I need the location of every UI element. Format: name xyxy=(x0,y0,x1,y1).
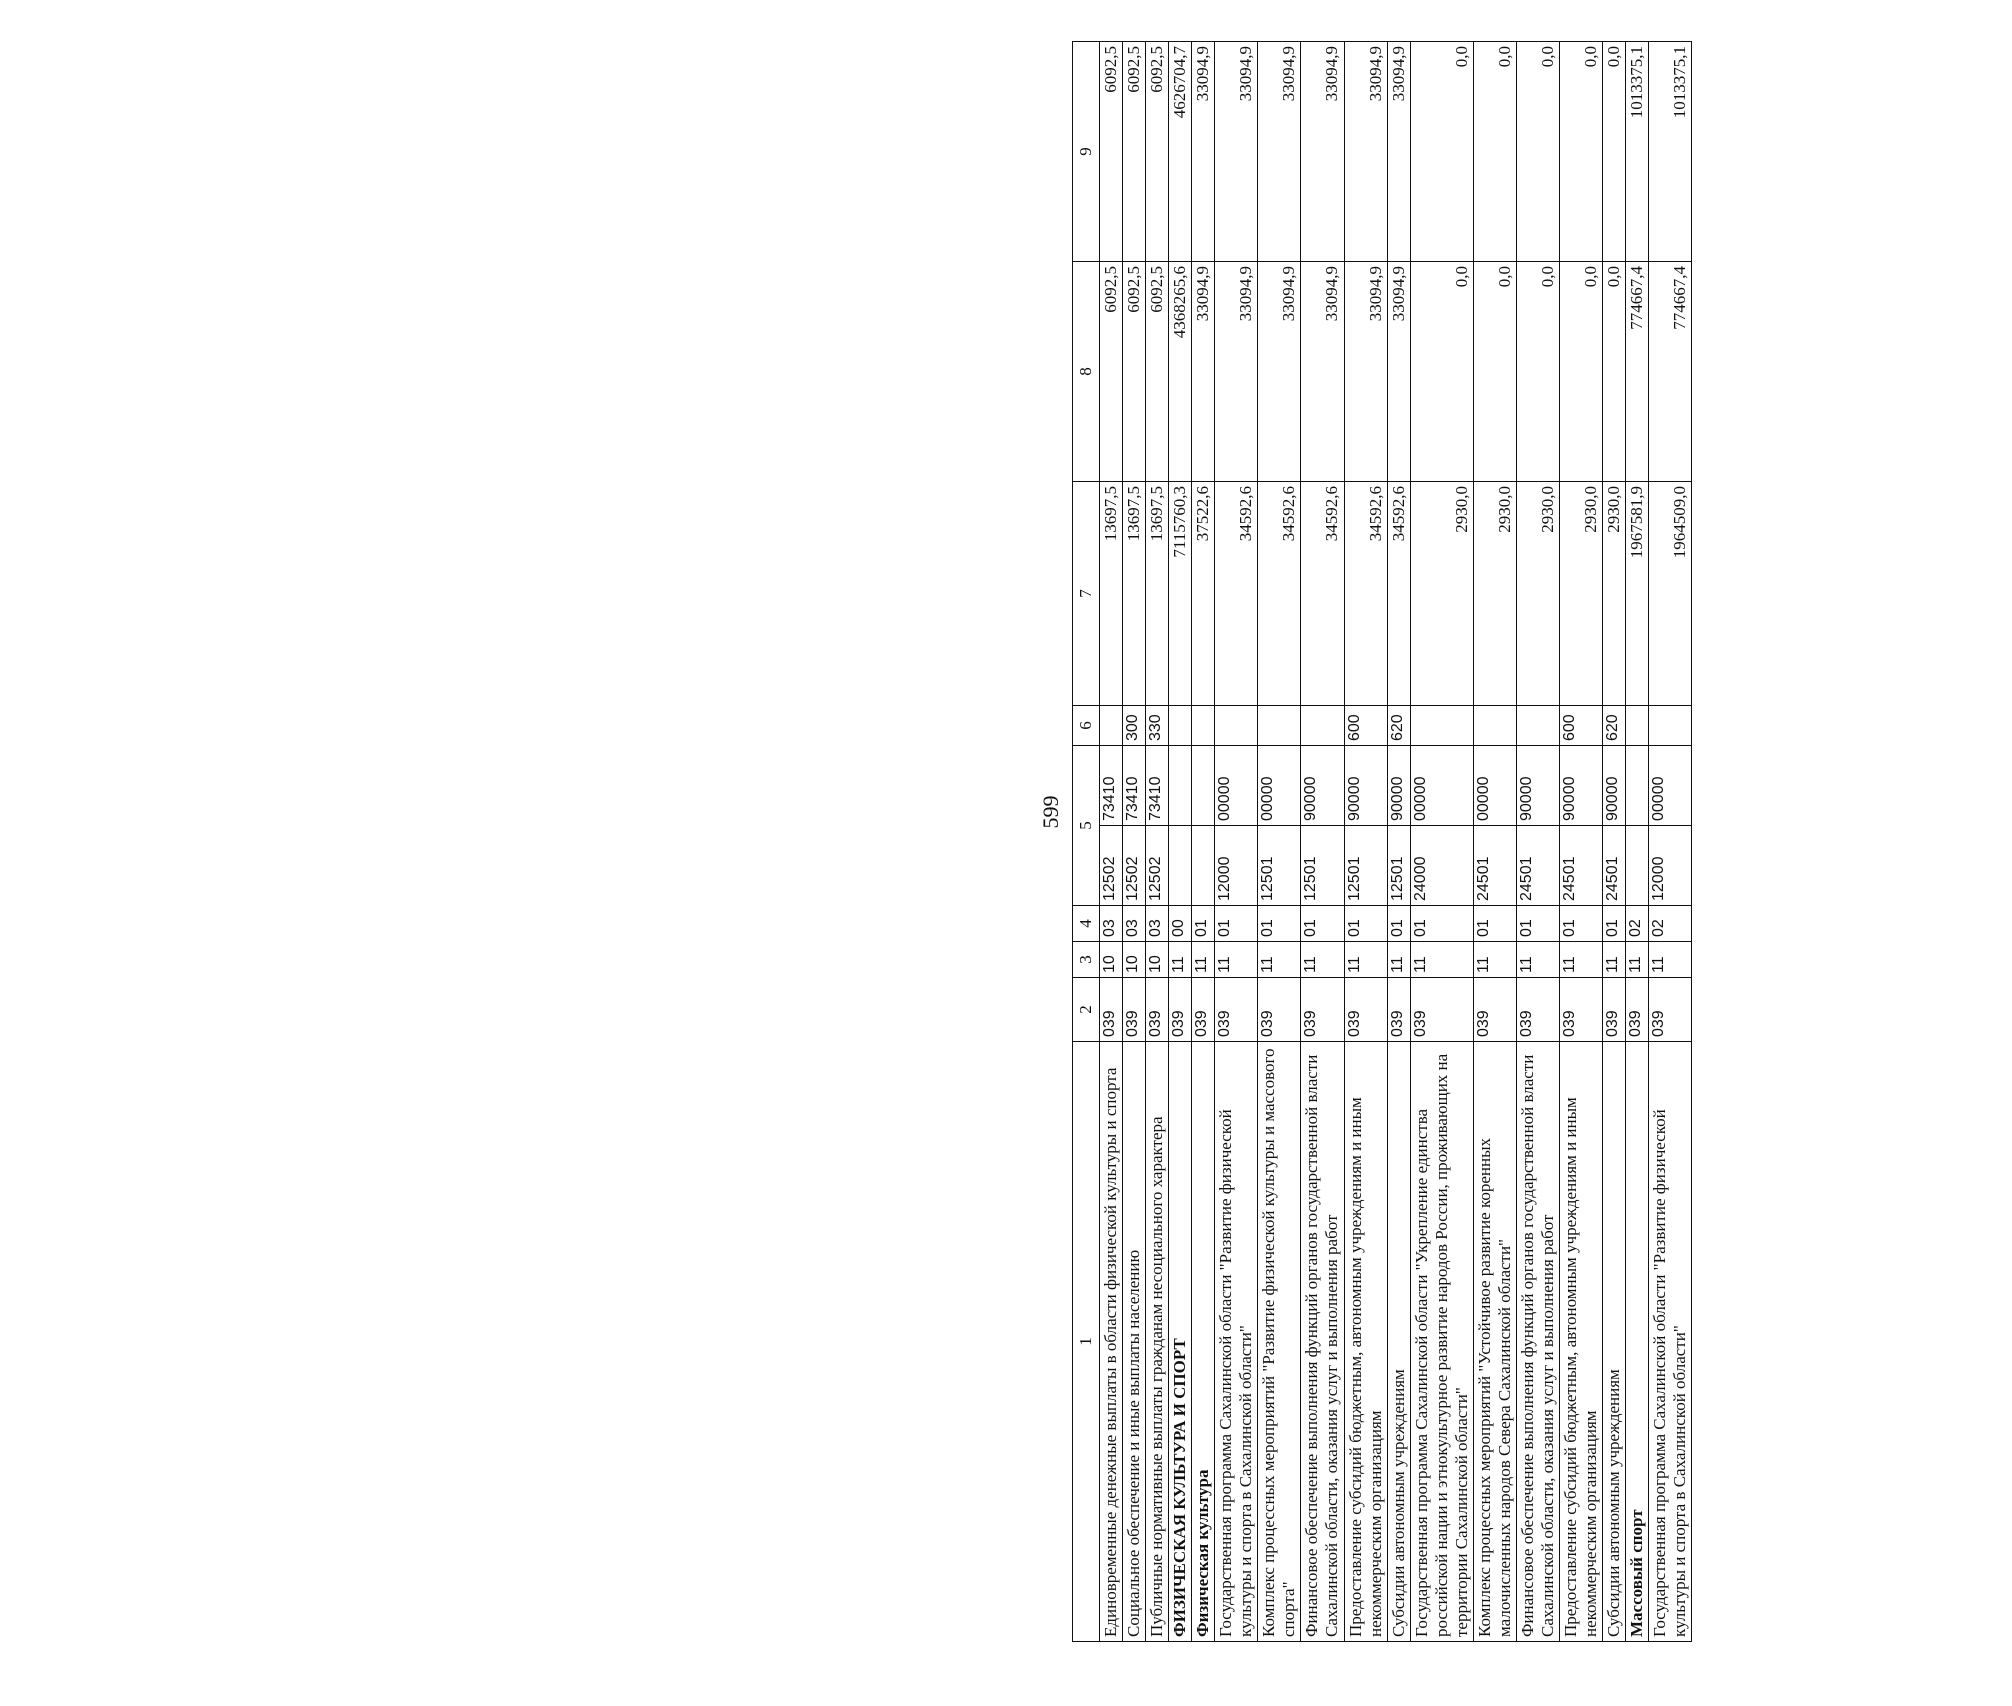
row-col-6: 600 xyxy=(1344,706,1387,746)
rotated-budget-sheet xyxy=(1038,42,2012,1642)
row-col-2: 039 xyxy=(1100,978,1123,1042)
header-col-4: 4 xyxy=(1073,906,1100,942)
row-col-8: 6092,5 xyxy=(1100,262,1123,482)
row-col-8: 33094,9 xyxy=(1344,262,1387,482)
row-col-2: 039 xyxy=(1473,978,1516,1042)
header-col-2: 2 xyxy=(1073,978,1100,1042)
budget-table xyxy=(1072,41,1692,1642)
row-col-8: 0,0 xyxy=(1559,262,1602,482)
row-name: Государственная программа Сахалинской области "Развитие физической культуры и спорта в Сахалинской области" xyxy=(1649,1042,1692,1642)
row-col-2: 039 xyxy=(1559,978,1602,1042)
table-row xyxy=(1146,42,1169,1642)
row-col-9: 6092,5 xyxy=(1123,42,1146,262)
row-col-5b: 00000 xyxy=(1410,746,1473,826)
page-number: 599 xyxy=(1038,795,1063,829)
table-row xyxy=(1649,42,1692,1642)
row-col-5b: 90000 xyxy=(1559,746,1602,826)
row-col-4: 01 xyxy=(1387,906,1410,942)
row-name: Финансовое обеспечение выполнения функций органов государственной власти Сахалинской области, оказания услуг и выполнения работ xyxy=(1516,1042,1559,1642)
row-col-4: 01 xyxy=(1301,906,1344,942)
row-col-4: 03 xyxy=(1146,906,1169,942)
row-col-8: 0,0 xyxy=(1516,262,1559,482)
row-name: ФИЗИЧЕСКАЯ КУЛЬТУРА И СПОРТ xyxy=(1169,1042,1192,1642)
row-col-7: 2930,0 xyxy=(1516,482,1559,706)
row-col-6 xyxy=(1169,706,1192,746)
row-col-2: 039 xyxy=(1626,978,1649,1042)
row-col-5a: 12501 xyxy=(1258,826,1301,906)
row-col-6 xyxy=(1626,706,1649,746)
row-col-8: 774667,4 xyxy=(1626,262,1649,482)
row-col-5b xyxy=(1192,746,1215,826)
row-col-8: 0,0 xyxy=(1410,262,1473,482)
table-row xyxy=(1123,42,1146,1642)
row-col-7: 1967581,9 xyxy=(1626,482,1649,706)
row-name: Физическая культура xyxy=(1192,1042,1215,1642)
row-name: Комплекс процессных мероприятий "Устойчивое развитие коренных малочисленных народов Севера Сахалинской области" xyxy=(1473,1042,1516,1642)
row-col-6: 620 xyxy=(1603,706,1626,746)
row-col-2: 039 xyxy=(1603,978,1626,1042)
row-col-7: 2930,0 xyxy=(1603,482,1626,706)
row-col-2: 039 xyxy=(1410,978,1473,1042)
table-row xyxy=(1258,42,1301,1642)
row-col-6 xyxy=(1192,706,1215,746)
row-col-7: 34592,6 xyxy=(1301,482,1344,706)
header-col-9: 9 xyxy=(1073,42,1100,262)
row-col-8: 33094,9 xyxy=(1192,262,1215,482)
row-col-8: 4368265,6 xyxy=(1169,262,1192,482)
row-col-6: 620 xyxy=(1387,706,1410,746)
table-row xyxy=(1626,42,1649,1642)
row-name: Субсидии автономным учреждениям xyxy=(1387,1042,1410,1642)
table-row xyxy=(1410,42,1473,1642)
table-row xyxy=(1169,42,1192,1642)
row-col-4: 03 xyxy=(1123,906,1146,942)
row-col-2: 039 xyxy=(1123,978,1146,1042)
row-col-6: 330 xyxy=(1146,706,1169,746)
row-col-5b: 90000 xyxy=(1516,746,1559,826)
row-col-3: 11 xyxy=(1649,942,1692,978)
row-col-4: 01 xyxy=(1603,906,1626,942)
row-col-7: 37522,6 xyxy=(1192,482,1215,706)
row-col-5b: 73410 xyxy=(1123,746,1146,826)
row-col-6 xyxy=(1516,706,1559,746)
row-col-9: 33094,9 xyxy=(1387,42,1410,262)
row-col-5b: 90000 xyxy=(1301,746,1344,826)
row-col-5a xyxy=(1169,826,1192,906)
row-name: Финансовое обеспечение выполнения функций органов государственной власти Сахалинской области, оказания услуг и выполнения работ xyxy=(1301,1042,1344,1642)
row-col-5a: 12502 xyxy=(1100,826,1123,906)
table-row xyxy=(1387,42,1410,1642)
row-col-4: 00 xyxy=(1169,906,1192,942)
table-header-row xyxy=(1073,42,1100,1642)
row-col-3: 11 xyxy=(1516,942,1559,978)
row-col-9: 4626704,7 xyxy=(1169,42,1192,262)
row-col-3: 11 xyxy=(1559,942,1602,978)
row-col-5a: 12502 xyxy=(1146,826,1169,906)
row-col-7: 34592,6 xyxy=(1215,482,1258,706)
row-col-4: 01 xyxy=(1473,906,1516,942)
row-col-6 xyxy=(1100,706,1123,746)
row-col-6 xyxy=(1258,706,1301,746)
row-col-5a xyxy=(1192,826,1215,906)
row-col-2: 039 xyxy=(1301,978,1344,1042)
row-col-5a: 12000 xyxy=(1215,826,1258,906)
row-col-9: 0,0 xyxy=(1410,42,1473,262)
header-col-6: 6 xyxy=(1073,706,1100,746)
row-col-9: 6092,5 xyxy=(1146,42,1169,262)
table-row xyxy=(1603,42,1626,1642)
row-name: Социальное обеспечение и иные выплаты населению xyxy=(1123,1042,1146,1642)
row-col-4: 01 xyxy=(1192,906,1215,942)
row-col-9: 0,0 xyxy=(1473,42,1516,262)
row-col-8: 33094,9 xyxy=(1387,262,1410,482)
row-col-4: 01 xyxy=(1559,906,1602,942)
row-name: Массовый спорт xyxy=(1626,1042,1649,1642)
row-col-3: 11 xyxy=(1344,942,1387,978)
row-col-5b: 73410 xyxy=(1100,746,1123,826)
row-col-9: 0,0 xyxy=(1603,42,1626,262)
row-col-3: 11 xyxy=(1410,942,1473,978)
row-col-6 xyxy=(1410,706,1473,746)
row-name: Субсидии автономным учреждениям xyxy=(1603,1042,1626,1642)
row-col-2: 039 xyxy=(1387,978,1410,1042)
row-col-5b xyxy=(1169,746,1192,826)
header-col-3: 3 xyxy=(1073,942,1100,978)
row-col-6: 300 xyxy=(1123,706,1146,746)
row-col-2: 039 xyxy=(1146,978,1169,1042)
row-col-5a: 12502 xyxy=(1123,826,1146,906)
row-col-5a: 12501 xyxy=(1344,826,1387,906)
row-col-7: 2930,0 xyxy=(1559,482,1602,706)
header-col-8: 8 xyxy=(1073,262,1100,482)
row-col-7: 1964509,0 xyxy=(1649,482,1692,706)
row-col-5b: 00000 xyxy=(1473,746,1516,826)
row-col-5b: 73410 xyxy=(1146,746,1169,826)
row-col-4: 02 xyxy=(1626,906,1649,942)
row-col-9: 33094,9 xyxy=(1215,42,1258,262)
row-col-5b: 90000 xyxy=(1387,746,1410,826)
row-name: Комплекс процессных мероприятий "Развитие физической культуры и массового спорта" xyxy=(1258,1042,1301,1642)
row-col-7: 34592,6 xyxy=(1258,482,1301,706)
row-col-3: 11 xyxy=(1169,942,1192,978)
row-col-9: 1013375,1 xyxy=(1626,42,1649,262)
row-col-4: 02 xyxy=(1649,906,1692,942)
row-col-4: 01 xyxy=(1258,906,1301,942)
row-col-7: 13697,5 xyxy=(1146,482,1169,706)
row-col-4: 01 xyxy=(1410,906,1473,942)
row-col-6 xyxy=(1473,706,1516,746)
row-col-5b: 00000 xyxy=(1649,746,1692,826)
row-col-8: 33094,9 xyxy=(1215,262,1258,482)
row-col-5a: 12501 xyxy=(1387,826,1410,906)
row-name: Единовременные денежные выплаты в области физической культуры и спорта xyxy=(1100,1042,1123,1642)
row-col-5b: 90000 xyxy=(1603,746,1626,826)
row-col-6 xyxy=(1301,706,1344,746)
row-col-5b xyxy=(1626,746,1649,826)
row-col-4: 01 xyxy=(1516,906,1559,942)
row-col-5a: 24501 xyxy=(1473,826,1516,906)
row-col-9: 6092,5 xyxy=(1100,42,1123,262)
header-col-1: 1 xyxy=(1073,1042,1100,1642)
row-col-8: 0,0 xyxy=(1473,262,1516,482)
row-col-2: 039 xyxy=(1516,978,1559,1042)
row-col-3: 11 xyxy=(1387,942,1410,978)
row-col-9: 33094,9 xyxy=(1344,42,1387,262)
row-col-8: 0,0 xyxy=(1603,262,1626,482)
row-col-9: 1013375,1 xyxy=(1649,42,1692,262)
row-col-5a xyxy=(1626,826,1649,906)
row-col-5a: 12501 xyxy=(1301,826,1344,906)
row-col-7: 34592,6 xyxy=(1344,482,1387,706)
row-col-7: 7115760,3 xyxy=(1169,482,1192,706)
row-col-9: 33094,9 xyxy=(1258,42,1301,262)
row-col-5a: 24000 xyxy=(1410,826,1473,906)
row-col-3: 11 xyxy=(1603,942,1626,978)
row-col-3: 10 xyxy=(1146,942,1169,978)
header-col-7: 7 xyxy=(1073,482,1100,706)
table-row xyxy=(1473,42,1516,1642)
row-col-3: 11 xyxy=(1301,942,1344,978)
row-col-9: 0,0 xyxy=(1516,42,1559,262)
row-col-3: 10 xyxy=(1123,942,1146,978)
row-col-6 xyxy=(1215,706,1258,746)
row-name: Предоставление субсидий бюджетным, автономным учреждениям и иным некоммерческим организациям xyxy=(1344,1042,1387,1642)
row-col-2: 039 xyxy=(1344,978,1387,1042)
row-col-2: 039 xyxy=(1169,978,1192,1042)
row-col-5b: 00000 xyxy=(1215,746,1258,826)
row-name: Публичные нормативные выплаты гражданам несоциального характера xyxy=(1146,1042,1169,1642)
row-col-4: 01 xyxy=(1215,906,1258,942)
table-row xyxy=(1100,42,1123,1642)
row-col-4: 03 xyxy=(1100,906,1123,942)
table-row xyxy=(1559,42,1602,1642)
row-col-7: 13697,5 xyxy=(1100,482,1123,706)
table-row xyxy=(1192,42,1215,1642)
row-col-5b: 00000 xyxy=(1258,746,1301,826)
row-col-5a: 24501 xyxy=(1603,826,1626,906)
row-col-8: 33094,9 xyxy=(1258,262,1301,482)
row-name: Государственная программа Сахалинской области "Развитие физической культуры и спорта в Сахалинской области" xyxy=(1215,1042,1258,1642)
row-col-7: 2930,0 xyxy=(1410,482,1473,706)
table-row xyxy=(1301,42,1344,1642)
row-col-7: 34592,6 xyxy=(1387,482,1410,706)
row-col-5a: 12000 xyxy=(1649,826,1692,906)
row-col-5a: 24501 xyxy=(1516,826,1559,906)
row-col-9: 0,0 xyxy=(1559,42,1602,262)
row-col-7: 13697,5 xyxy=(1123,482,1146,706)
row-name: Государственная программа Сахалинской области "Укрепление единства российской нации и этнокультурное развитие народов России, проживающих на территории Сахалинской области" xyxy=(1410,1042,1473,1642)
table-row xyxy=(1344,42,1387,1642)
row-col-5b: 90000 xyxy=(1344,746,1387,826)
row-col-8: 6092,5 xyxy=(1146,262,1169,482)
row-col-8: 33094,9 xyxy=(1301,262,1344,482)
row-col-4: 01 xyxy=(1344,906,1387,942)
row-col-7: 2930,0 xyxy=(1473,482,1516,706)
row-col-2: 039 xyxy=(1649,978,1692,1042)
header-col-5: 5 xyxy=(1073,746,1100,906)
row-col-5a: 24501 xyxy=(1559,826,1602,906)
row-col-6: 600 xyxy=(1559,706,1602,746)
row-col-2: 039 xyxy=(1258,978,1301,1042)
row-col-3: 11 xyxy=(1192,942,1215,978)
row-col-3: 11 xyxy=(1473,942,1516,978)
row-col-8: 774667,4 xyxy=(1649,262,1692,482)
table-row xyxy=(1215,42,1258,1642)
row-col-8: 6092,5 xyxy=(1123,262,1146,482)
row-col-9: 33094,9 xyxy=(1192,42,1215,262)
row-col-3: 11 xyxy=(1626,942,1649,978)
row-col-2: 039 xyxy=(1192,978,1215,1042)
row-name: Предоставление субсидий бюджетным, автономным учреждениям и иным некоммерческим организациям xyxy=(1559,1042,1602,1642)
row-col-3: 10 xyxy=(1100,942,1123,978)
table-row xyxy=(1516,42,1559,1642)
row-col-3: 11 xyxy=(1215,942,1258,978)
row-col-6 xyxy=(1649,706,1692,746)
row-col-9: 33094,9 xyxy=(1301,42,1344,262)
row-col-2: 039 xyxy=(1215,978,1258,1042)
row-col-3: 11 xyxy=(1258,942,1301,978)
